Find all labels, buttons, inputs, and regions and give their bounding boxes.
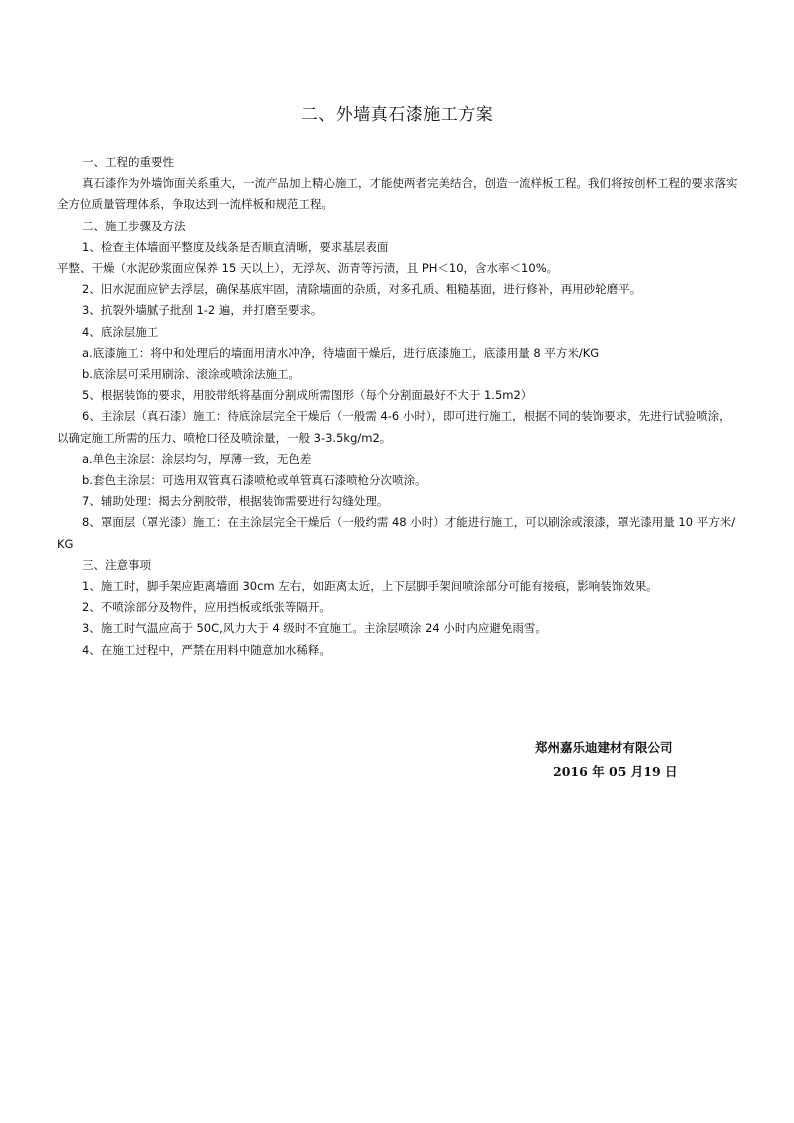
paragraph: 真石漆作为外墙饰面关系重大，一流产品加上精心施工，才能使两者完美结合，创造一流样板工程。我们将按创杯工程的要求落实全方位质量管理体系，争取达到一流样板和规范工程。 [57, 176, 738, 212]
paragraph: 1、施工时，脚手架应距离墙面 30cm 左右，如距离太近，上下层脚手架间喷涂部分可能有接痕，影响装饰效果。 [82, 579, 658, 594]
paragraph: 7、辅助处理：揭去分割胶带，根据装饰需要进行勾缝处理。 [82, 494, 389, 509]
paragraph: a.单色主涂层：涂层均匀，厚薄一致，无色差 [82, 451, 312, 466]
paragraph: 6、主涂层（真石漆）施工：待底涂层完全干燥后（一般需 4-6 小时），即可进行施工，根据不同的装饰要求，先进行试验喷涂，以确定施工所需的压力、喷枪口径及喷涂量，一般 3-3.5kg/m2。 [57, 409, 731, 445]
paragraph: 2、旧水泥面应铲去浮层，确保基底牢固，清除墙面的杂质，对多孔质、粗糙基面，进行修补，再用砂轮磨平。 [82, 282, 642, 297]
paragraph: 3、抗裂外墙腻子批刮 1-2 遍，并打磨至要求。 [82, 303, 323, 318]
signature-company: 郑州嘉乐迪建材有限公司 [535, 740, 673, 755]
paragraph: 二、施工步骤及方法 [82, 218, 186, 233]
paragraph: 4、在施工过程中，严禁在用料中随意加水稀释。 [82, 642, 331, 657]
paragraph: 1、检查主体墙面平整度及线条是否顺直清晰，要求基层表面 [82, 239, 389, 254]
paragraph: a.底漆施工：将中和处理后的墙面用清水冲净，待墙面干燥后，进行底漆施工，底漆用量 8 平方米/KG [82, 345, 600, 360]
paragraph: 3、施工时气温应高于 50C,风力大于 4 级时不宜施工。主涂层喷涂 24 小时内应避免雨雪。 [82, 621, 547, 636]
paragraph: 一、工程的重要性 [82, 155, 174, 169]
paragraph: 2、不喷涂部分及物件，应用挡板或纸张等隔开。 [82, 600, 331, 615]
paragraph: 5、根据装饰的要求，用胶带纸将基面分割成所需图形（每个分割面最好不大于 1.5m2） [82, 388, 533, 403]
document-body [57, 152, 739, 661]
paragraph: b.套色主涂层：可选用双管真石漆喷枪或单管真石漆喷枪分次喷涂。 [82, 473, 427, 488]
paragraph: 平整、干燥（水泥砂浆面应保养 15 天以上），无浮灰、沥青等污渍，且 PH＜10，含水率＜10%。 [57, 261, 559, 276]
paragraph: 4、底涂层施工 [82, 324, 159, 339]
document-title: 二、外墙真石漆施工方案 [300, 105, 494, 125]
paragraph: 三、注意事项 [82, 557, 151, 572]
paragraph: b.底涂层可采用刷涂、滚涂或喷涂法施工。 [82, 367, 300, 382]
signature-date: 2016 年 05 月19 日 [553, 764, 678, 779]
paragraph: 8、罩面层（罩光漆）施工：在主涂层完全干燥后（一般约需 48 小时）才能进行施工，可以刷涂或滚漆，罩光漆用量 10 平方米/KG [57, 515, 736, 551]
